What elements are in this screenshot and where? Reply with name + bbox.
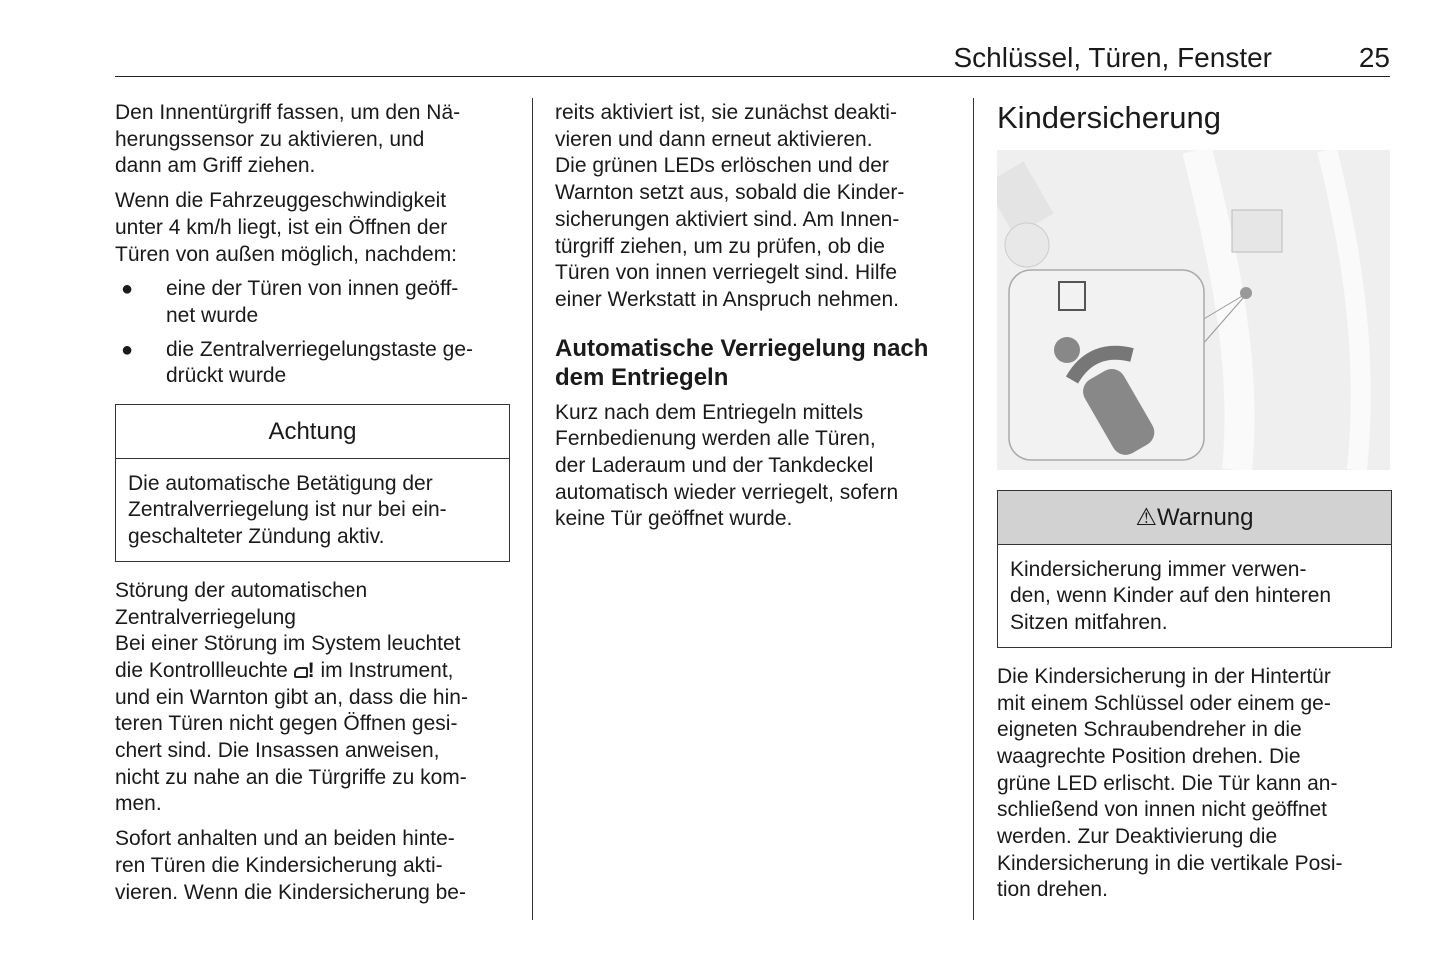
warning-box: [997, 490, 1392, 648]
bullet-icon: ●: [121, 278, 134, 301]
chapter-title: Schlüssel, Türen, Fenster: [953, 42, 1272, 73]
column-divider: [973, 98, 974, 920]
list-item-text: die Zentralverriegelungstaste ge- drückt wurde: [166, 337, 474, 388]
column-1: [115, 100, 510, 914]
paragraph: [115, 631, 510, 818]
notice-body: Die automatische Betätigung der Zentralverriegelung ist nur bei ein- geschalteter Zündung aktiv.: [128, 471, 447, 549]
warning-body: Kindersicherung immer verwen- den, wenn Kinder auf den hinteren Sitzen mitfahren.: [1010, 557, 1332, 635]
column-2: [555, 100, 955, 541]
notice-title: Achtung: [116, 405, 509, 459]
page-number: 25: [1358, 42, 1390, 73]
paragraph: Kurz nach dem Entriegeln mittels Fernbedienung werden alle Türen, der Laderaum und der Tankdeckel automatisch wieder verriegelt, sofern keine Tür geöffnet wurde.: [555, 400, 899, 531]
text: im Instrument, und ein Warnton gibt an, dass die hin- teren Türen nicht gegen Öffnen gesi- chert sind. Die Insassen anweisen, nicht zu nahe an die Türgriffe zu kom- men.: [115, 658, 468, 816]
page-header: [115, 40, 1390, 77]
column-3: [997, 100, 1392, 912]
paragraph: reits aktiviert ist, sie zunächst deakti- vieren und dann erneut aktivieren. Die grünen LEDs erlöschen und der Warnton setzt aus, sobald die Kinder- sicherungen aktiviert sind. Am Innen- türgriff ziehen, um zu prüfen, ob die Türen von innen verriegelt sind. Hilfe einer Werkstatt in Anspruch nehmen.: [555, 101, 905, 311]
warning-title: [998, 491, 1391, 545]
warning-mark: !: [307, 658, 315, 682]
warning-title-text: Warnung: [1157, 504, 1254, 531]
paragraph: Die Kindersicherung in der Hintertür mit einem Schlüssel oder einem ge- eigneten Schraubendreher in die waagrechte Position drehen. Die grüne LED erlischt. Die Tür kann an- schließend von innen nicht geöffnet werden. Zur Deaktivierung die Kindersicherung in die vertikale Posi- tion drehen.: [997, 664, 1343, 902]
paragraph: Den Innentürgriff fassen, um den Nä- herungssensor zu aktivieren, und dann am Griff ziehen.: [115, 101, 461, 178]
text: Bei einer Störung im System leuchtet die Kontrollleuchte: [115, 632, 461, 682]
column-divider: [532, 98, 533, 920]
door-warning-icon: [294, 667, 308, 678]
list-item-text: eine der Türen von innen geöff- net wurde: [166, 277, 459, 327]
section-heading: Automatische Verriegelung nach dem Entriegeln: [555, 334, 929, 391]
paragraph: Sofort anhalten und an beiden hinte- ren Türen die Kindersicherung akti- vieren. Wenn die Kindersicherung be-: [115, 827, 466, 904]
list-item: [115, 276, 510, 329]
child-lock-illustration: [997, 150, 1390, 470]
child-lock-illustration-image: [997, 150, 1390, 470]
notice-box: [115, 404, 510, 562]
section-title: Kindersicherung: [997, 100, 1222, 135]
bullet-icon: ●: [121, 338, 134, 361]
list-item: [115, 337, 510, 390]
warning-triangle-icon: ⚠: [1135, 504, 1157, 531]
paragraph: Wenn die Fahrzeuggeschwindigkeit unter 4 km/h liegt, ist ein Öffnen der Türen von außen möglich, nachdem:: [115, 189, 458, 266]
section-heading: Störung der automatischen Zentralverriegelung: [115, 578, 368, 629]
